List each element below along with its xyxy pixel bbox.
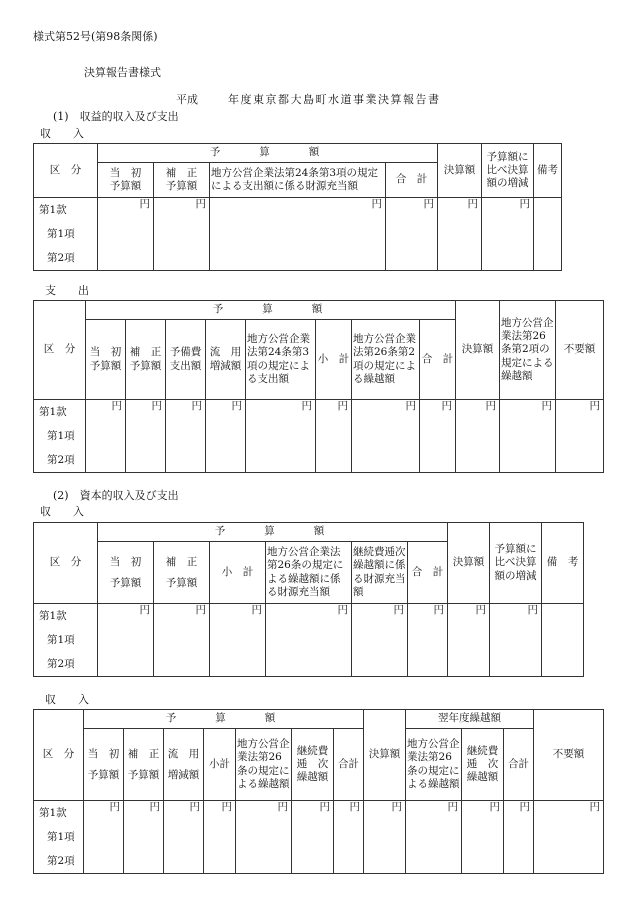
goukei-header: 合 計 [386,163,438,198]
kessan-header: 決算額 [438,144,482,198]
yen-unit: 円 [86,400,126,473]
yosan-header: 予 算 額 [98,144,438,163]
hosei-header: 補 正 予算額 [154,542,210,604]
empty-cell [534,198,562,271]
kuri26-header: 地方公営企業法第26条第2項の規定による繰越額 [500,301,556,400]
shokei-header: 小 計 [316,320,352,400]
table-revenue-income [33,143,562,271]
goukei-header: 合計 [334,729,364,801]
row-kou1: 第1項 [47,430,75,442]
yen-unit: 円 [462,801,504,874]
hosei-header: 補 正 予算額 [154,163,210,198]
row-kan1: 第1款 [39,807,67,819]
row-kou1: 第1項 [47,634,75,646]
shokei-header: 小 計 [210,542,266,604]
tousho-header: 当 初 予算額 [84,729,124,801]
yen-unit: 円 [124,801,164,874]
yen-unit: 円 [236,801,292,874]
yen-unit: 円 [364,801,406,874]
yen-unit: 円 [210,604,266,677]
tousho-header: 当 初 予算額 [86,320,126,400]
yen-unit: 円 [246,400,316,473]
yen-unit: 円 [448,604,490,677]
keizoku-header: 継続費 逓 次 繰越額 [292,729,334,801]
yen-unit: 円 [408,604,448,677]
h26-carry-header: 地方公営企業法第26条の規定による繰越額 [406,729,462,801]
yen-unit: 円 [316,400,352,473]
yen-unit: 円 [504,801,534,874]
yen-unit: 円 [334,801,364,874]
table-capital-second [33,709,604,874]
yen-unit: 円 [490,604,542,677]
yen-unit: 円 [84,801,124,874]
h26-header: 地方公営企業法第26条の規定による繰越額 [236,729,292,801]
yen-unit: 円 [98,198,154,271]
table2-label: 支 出 [45,284,89,297]
table-row [34,604,584,677]
yen-unit: 円 [556,400,604,473]
yen-unit: 円 [386,198,438,271]
zaigen-header: 地方公営企業法第24条第3項の規定による支出額に係る財源充当額 [210,163,386,198]
yen-unit: 円 [500,400,556,473]
hikaku-header: 予算額に比べ決算額の増減 [490,523,542,604]
hikaku-header: 予算額に比べ決算額の増減 [482,144,534,198]
yen-unit: 円 [352,400,420,473]
yen-unit: 円 [420,400,456,473]
row-kan1: 第1款 [39,204,67,216]
yokunendo-header: 翌年度繰越額 [406,710,534,729]
table-row [34,198,562,271]
ryuyo-header: 流 用 増減額 [164,729,204,801]
zaigen26-header: 地方公営企業法第26条の規定による繰越額に係る財源充当額 [266,542,352,604]
h24-header: 地方公営企業法第24条第3項の規定による支出額 [246,320,316,400]
yen-unit: 円 [154,604,210,677]
goukei-carry-header: 合計 [504,729,534,801]
row-kou1: 第1項 [47,228,75,240]
yosan-header: 予 算 額 [84,710,364,729]
hosei-header: 補 正 予算額 [124,729,164,801]
yosan-header: 予 算 額 [98,523,448,542]
row-kou2: 第2項 [47,855,75,867]
bikou-header: 備考 [534,144,562,198]
kubun-header: 区 分 [34,301,86,400]
goukei-header: 合 計 [420,320,456,400]
keizoku-carry-header: 継続費 逓 次 繰越額 [462,729,504,801]
yen-unit: 円 [164,801,204,874]
yen-unit: 円 [98,604,154,677]
yen-unit: 円 [210,198,386,271]
hosei-header: 補 正 予算額 [126,320,166,400]
table-row [34,400,604,473]
table-row [34,801,604,874]
kessan-header: 決算額 [456,301,500,400]
row-kou2: 第2項 [47,454,75,466]
yen-unit: 円 [292,801,334,874]
table-revenue-expense [33,300,604,473]
table1-label: 収 入 [40,127,84,140]
yosan-header: 予 算 額 [86,301,456,320]
report-era: 平成 [176,93,198,106]
kubun-header: 区 分 [34,710,84,801]
section2-title: (2) 資本的収入及び支出 [53,489,179,502]
h26-header: 地方公営企業法第26条第2項の規定による繰越額 [352,320,420,400]
row-kou2: 第2項 [47,252,75,264]
table4-label: 収 入 [45,693,89,706]
row-kan1: 第1款 [39,406,67,418]
form-name: 決算報告書様式 [84,66,161,79]
keizoku-header: 継続費逓次繰越額に係る財源充当額 [352,542,408,604]
kubun-header: 区 分 [34,523,98,604]
yen-unit: 円 [438,198,482,271]
yen-unit: 円 [204,801,236,874]
tousho-header: 当 初 予算額 [98,163,154,198]
kessan-header: 決算額 [448,523,490,604]
ryuyo-header: 流 用 増減額 [206,320,246,400]
empty-cell [542,604,584,677]
yen-unit: 円 [166,400,206,473]
table3-label: 収 入 [40,505,84,518]
row-kou2: 第2項 [47,658,75,670]
yen-unit: 円 [352,604,408,677]
fuyou-header: 不要額 [534,710,604,801]
bikou-header: 備 考 [542,523,584,604]
kessan-header: 決算額 [364,710,406,801]
shokei-header: 小計 [204,729,236,801]
yen-unit: 円 [126,400,166,473]
row-kou1: 第1項 [47,831,75,843]
tousho-header: 当 初 予算額 [98,542,154,604]
fuyou-header: 不要額 [556,301,604,400]
yen-unit: 円 [482,198,534,271]
yen-unit: 円 [456,400,500,473]
section1-title: (1) 収益的収入及び支出 [53,110,179,123]
form-number: 様式第52号(第98条関係) [33,30,158,43]
report-title: 年度東京都大島町水道事業決算報告書 [228,93,441,106]
kubun-header: 区 分 [34,144,98,198]
yen-unit: 円 [406,801,462,874]
yen-unit: 円 [266,604,352,677]
yen-unit: 円 [154,198,210,271]
table-capital-income [33,522,584,677]
row-kan1: 第1款 [39,610,67,622]
yen-unit: 円 [206,400,246,473]
goukei-header: 合 計 [408,542,448,604]
yobihi-header: 予備費 支出額 [166,320,206,400]
yen-unit: 円 [534,801,604,874]
